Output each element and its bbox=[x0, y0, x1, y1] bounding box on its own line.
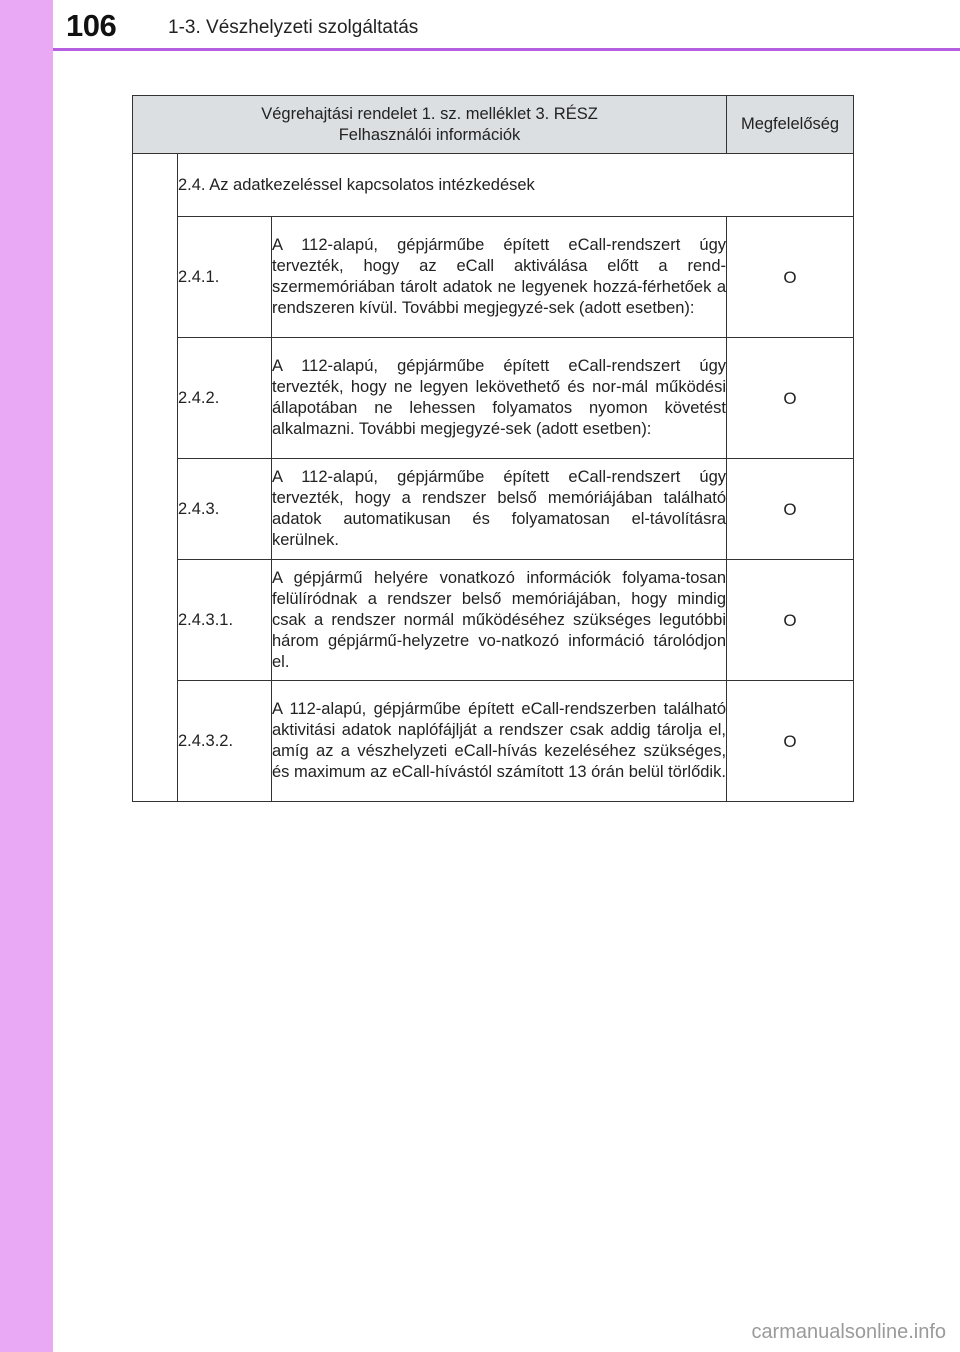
indent-cell bbox=[133, 154, 178, 802]
table-row bbox=[133, 459, 854, 560]
table-row bbox=[133, 681, 854, 802]
header-rule bbox=[53, 48, 960, 51]
running-header: 1-3. Vészhelyzeti szolgáltatás bbox=[168, 17, 419, 38]
row-compliance-mark: O bbox=[727, 338, 854, 459]
row-compliance-mark: O bbox=[727, 459, 854, 560]
page-number: 106 bbox=[66, 8, 117, 43]
row-text: A 112-alapú, gépjárműbe épített eCall-rendszert úgy tervezték, hogy ne legyen lekövethető és nor-mál működési állapotában ne lehessen folyamatos nyomon követést alkalmazni. További megjegyzé-sek (adott esetben): bbox=[272, 338, 727, 459]
compliance-header: Megfelelőség bbox=[727, 96, 854, 154]
row-text: A 112-alapú, gépjárműbe épített eCall-rendszert úgy tervezték, hogy a rendszer belső memóriájában található adatok automatikusan és folyamatosan el-távolításra kerülnek. bbox=[272, 459, 727, 560]
row-compliance-mark: O bbox=[727, 217, 854, 338]
table-row bbox=[133, 338, 854, 459]
spec-table bbox=[132, 95, 854, 802]
row-number: 2.4.3.1. bbox=[178, 560, 272, 681]
table-title-line2: Felhasználói információk bbox=[338, 125, 521, 144]
table-header-row bbox=[133, 96, 854, 154]
table-row bbox=[133, 217, 854, 338]
row-text: A 112-alapú, gépjárműbe épített eCall-rendszerben található aktivitási adatok naplófájlját a rendszer csak addig tárolja el, amíg az a vészhelyzeti eCall-hívás kezeléséhez szükséges, és maximum az eCall-hívástól számított 13 órán belül törlődik. bbox=[272, 681, 727, 802]
row-number: 2.4.3. bbox=[178, 459, 272, 560]
section-row bbox=[133, 154, 854, 217]
table-title-line1: Végrehajtási rendelet 1. sz. melléklet 3. RÉSZ bbox=[261, 104, 598, 123]
table-row bbox=[133, 560, 854, 681]
row-compliance-mark: O bbox=[727, 560, 854, 681]
row-number: 2.4.2. bbox=[178, 338, 272, 459]
footer-watermark: carmanualsonline.info bbox=[751, 1321, 946, 1343]
side-color-band bbox=[0, 0, 53, 1352]
row-number: 2.4.3.2. bbox=[178, 681, 272, 802]
row-text: A gépjármű helyére vonatkozó információk folyama-tosan felülíródnak a rendszer belső memóriájában, hogy mindig csak a rendszer normál működéséhez szükséges legutóbbi három gépjármű-helyzetre vo-natkozó információ tárolódjon el. bbox=[272, 560, 727, 681]
row-text: A 112-alapú, gépjárműbe épített eCall-rendszert úgy tervezték, hogy az eCall aktiválása előtt a rend-szermemóriában tárolt adatok ne legyenek hozzá-férhetőek a rendszeren kívül. További megjegyzé-sek (adott esetben): bbox=[272, 217, 727, 338]
row-compliance-mark: O bbox=[727, 681, 854, 802]
section-title: 2.4. Az adatkezeléssel kapcsolatos intézkedések bbox=[178, 154, 854, 217]
table-title-cell bbox=[133, 96, 727, 154]
row-number: 2.4.1. bbox=[178, 217, 272, 338]
